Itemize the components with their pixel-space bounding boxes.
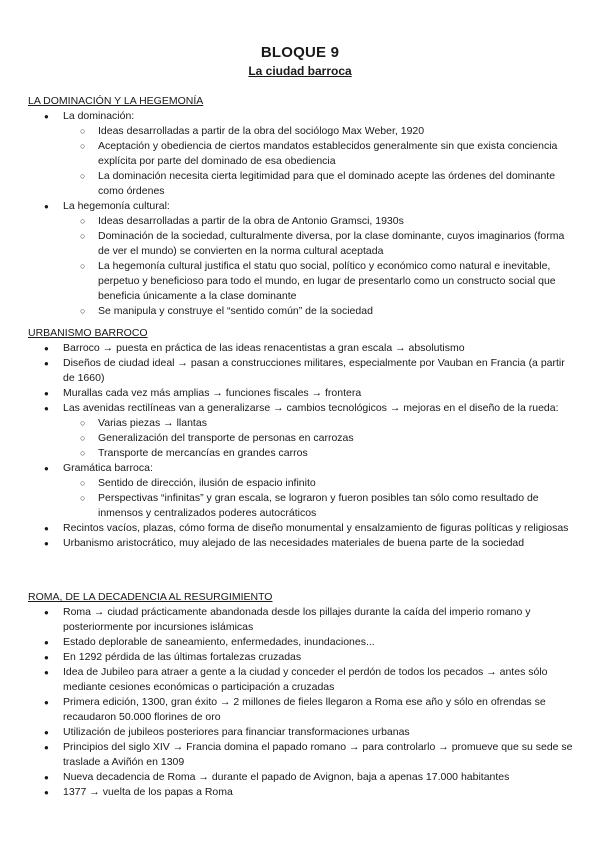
sub-list-item: ○ Ideas desarrolladas a partir de la obra del sociólogo Max Weber, 1920	[63, 124, 573, 139]
document-title: BLOQUE 9	[260, 44, 340, 61]
bullet-list	[28, 341, 573, 551]
sub-list-item: ○ La dominación necesita cierta legitimidad para que el dominado acepte las órdenes del dominante como órdenes	[63, 169, 573, 199]
sub-list-item: ○ Ideas desarrolladas a partir de la obra de Antonio Gramsci, 1930s	[63, 214, 573, 229]
section-heading: ROMA, DE LA DECADENCIA AL RESURGIMIENTO	[28, 591, 273, 603]
section-dominacion-hegemonia	[28, 94, 573, 319]
sub-list	[63, 416, 573, 461]
list-item-text: 1377 → vuelta de los papas a Roma	[63, 786, 233, 798]
list-item-text: La dominación:	[63, 110, 135, 122]
list-item	[28, 401, 573, 461]
list-item	[28, 635, 573, 650]
list-item	[28, 356, 573, 386]
sub-list-item: ○ La hegemonía cultural justifica el statu quo social, político y económico como natural e inevitable, perpetuo y beneficioso para todo el mundo, en lugar de presentarlo como un constructo social que beneficia únicamente a la clase dominante	[63, 259, 573, 304]
list-item	[28, 521, 573, 536]
list-item-text: En 1292 pérdida de las últimas fortalezas cruzadas	[63, 651, 302, 663]
list-item	[28, 341, 573, 356]
list-item-text: Idea de Jubileo para atraer a gente a la ciudad y conceder el perdón de todos los pecados → antes sólo mediante cesiones económicas o participación a cruzadas	[63, 666, 548, 693]
section-heading: LA DOMINACIÓN Y LA HEGEMONÍA	[28, 95, 204, 107]
sub-list-item: ○ Perspectivas “infinitas” y gran escala, se lograron y fueron posibles tan sólo como resultado de inmensos y centralizados poderes autocráticos	[63, 491, 573, 521]
sub-list-item: ○ Generalización del transporte de personas en carrozas	[63, 431, 573, 446]
list-item	[28, 605, 573, 635]
list-item	[28, 386, 573, 401]
sub-list-item: ○ Aceptación y obediencia de ciertos mandatos establecidos generalmente sin que exista conciencia explícita por parte del dominado de esa obediencia	[63, 139, 573, 169]
list-item-text: Recintos vacíos, plazas, cómo forma de diseño monumental y ensalzamiento de figuras políticas y religiosas	[63, 522, 569, 534]
section-roma	[28, 590, 573, 800]
sub-list	[63, 214, 573, 319]
list-item-text: Urbanismo aristocrático, muy alejado de las necesidades materiales de buena parte de la sociedad	[63, 537, 525, 549]
list-item-text: Utilización de jubileos posteriores para financiar transformaciones urbanas	[63, 726, 410, 738]
bullet-list	[28, 605, 573, 800]
section-urbanismo-barroco	[28, 326, 573, 551]
list-item	[28, 199, 573, 319]
list-item	[28, 461, 573, 521]
list-item-text: Las avenidas rectilíneas van a generalizarse → cambios tecnológicos → mejoras en el diseño de la rueda:	[63, 402, 559, 414]
list-item-text: Gramática barroca:	[63, 462, 153, 474]
sub-list	[63, 124, 573, 199]
list-item	[28, 725, 573, 740]
sub-list-item: ○ Sentido de dirección, ilusión de espacio infinito	[63, 476, 573, 491]
list-item	[28, 536, 573, 551]
sub-list-item: ○ Dominación de la sociedad, culturalmente diversa, por la clase dominante, cuyos imaginarios (forma de ver el mundo) se convierten en la norma cultural aceptada	[63, 229, 573, 259]
list-item	[28, 109, 573, 199]
section-heading: URBANISMO BARROCO	[28, 327, 148, 339]
list-item-text: Diseños de ciudad ideal → pasan a construcciones militares, especialmente por Vauban en Francia (a partir de 1660)	[63, 357, 565, 384]
list-item-text: Barroco → puesta en práctica de las ideas renacentistas a gran escala → absolutismo	[63, 342, 465, 354]
list-item-text: Primera edición, 1300, gran éxito → 2 millones de fieles llegaron a Roma ese año y sólo en ofrendas se recaudaron 50.000 florines de oro	[63, 696, 546, 723]
list-item-text: La hegemonía cultural:	[63, 200, 170, 212]
sub-list-item: ○ Transporte de mercancías en grandes carros	[63, 446, 573, 461]
list-item	[28, 770, 573, 785]
list-item-text: Murallas cada vez más amplias → funciones fiscales → frontera	[63, 387, 362, 399]
list-item	[28, 740, 573, 770]
list-item	[28, 665, 573, 695]
sub-list	[63, 476, 573, 521]
list-item-text: Nueva decadencia de Roma → durante el papado de Avignon, baja a apenas 17.000 habitantes	[63, 771, 510, 783]
list-item-text: Principios del siglo XIV → Francia domina el papado romano → para controlarlo → promueve que su sede se traslade a Aviñón en 1309	[63, 741, 573, 768]
sub-list-item: ○ Se manipula y construye el “sentido común” de la sociedad	[63, 304, 573, 319]
list-item-text: Estado deplorable de saneamiento, enfermedades, inundaciones...	[63, 636, 375, 648]
bullet-list	[28, 109, 573, 319]
list-item	[28, 785, 573, 800]
list-item	[28, 650, 573, 665]
sub-list-item: ○ Varias piezas → llantas	[63, 416, 573, 431]
list-item-text: Roma → ciudad prácticamente abandonada desde los pillajes durante la caída del imperio romano y posteriormente por incursiones islámicas	[63, 606, 531, 633]
list-item	[28, 695, 573, 725]
document-subtitle: La ciudad barroca	[248, 64, 352, 78]
